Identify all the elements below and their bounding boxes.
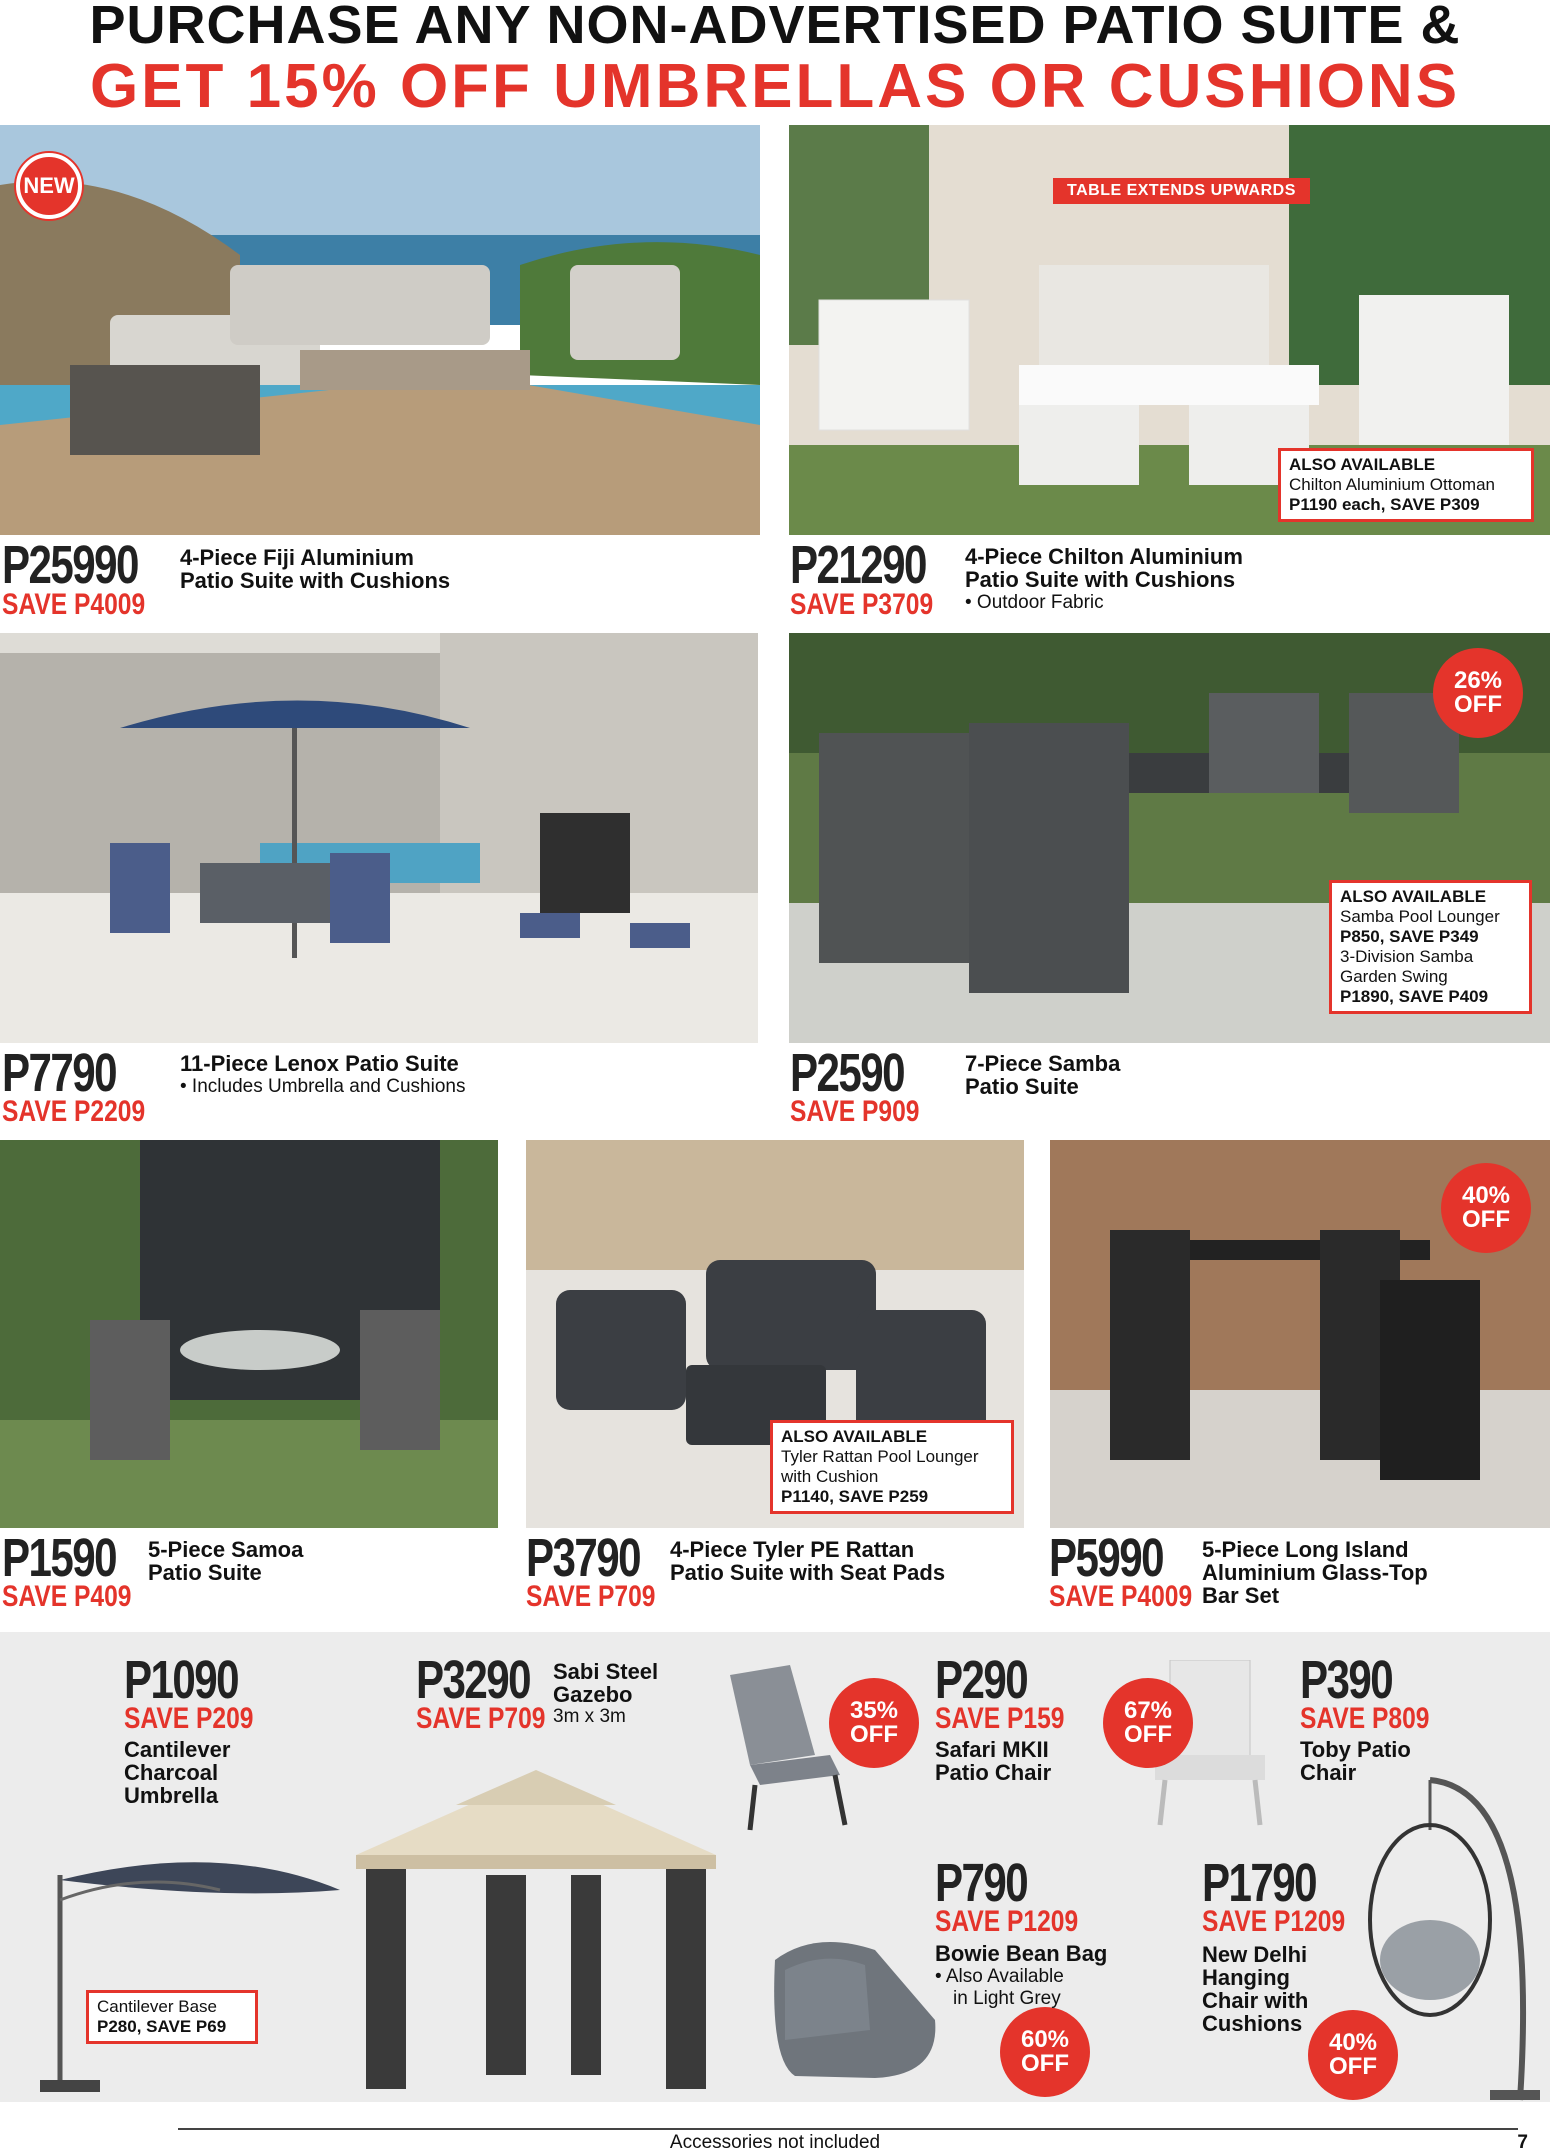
gazebo-name-line2: Gazebo — [553, 1682, 633, 1707]
fiji-name-line1: 4-Piece Fiji Aluminium — [180, 545, 414, 570]
toby-price: P390 — [1300, 1650, 1393, 1710]
garden-swing-name-line2: Garden Swing — [1340, 967, 1448, 986]
long-island-name-line3: Bar Set — [1202, 1583, 1280, 1608]
tyler-also-available — [770, 1420, 1014, 1514]
new-delhi-name-line4: Cushions — [1202, 2011, 1303, 2036]
toby-discount-badge: 67% OFF — [1103, 1678, 1193, 1768]
safari-name-line1: Safari MKII — [935, 1737, 1049, 1762]
samoa-price: P1590 — [2, 1528, 117, 1588]
toby-name-line1: Toby Patio — [1300, 1737, 1411, 1762]
samba-name-line2: Patio Suite — [965, 1074, 1079, 1099]
samba-price: P2590 — [790, 1043, 905, 1103]
ottoman-price: P1190 each, SAVE P309 — [1289, 495, 1480, 514]
cantilever-base-price: P280, SAVE P69 — [97, 2017, 227, 2036]
safari-name-line2: Patio Chair — [935, 1760, 1052, 1785]
garden-swing-name-line1: 3-Division Samba — [1340, 947, 1474, 966]
chilton-also-available — [1278, 448, 1534, 522]
footer-divider — [178, 2128, 1518, 2130]
umbrella-name-line2: Charcoal — [124, 1760, 219, 1785]
chilton-name-line2: Patio Suite with Cushions — [965, 567, 1236, 592]
bowie-note-line1: • Also Available — [935, 1966, 1064, 1987]
lenox-suite-photo — [0, 633, 758, 1043]
umbrella-name-line3: Umbrella — [124, 1783, 219, 1808]
long-island-discount-badge: 40% OFF — [1441, 1163, 1531, 1253]
fiji-save: SAVE P4009 — [2, 588, 146, 621]
tyler-name-line2: Patio Suite with Seat Pads — [670, 1560, 946, 1585]
rattan-lounger-price: P1140, SAVE P259 — [781, 1487, 929, 1506]
toby-name-line2: Chair — [1300, 1760, 1357, 1785]
tyler-price: P3790 — [526, 1528, 641, 1588]
long-island-price: P5990 — [1049, 1528, 1164, 1588]
samba-discount-badge: 26% OFF — [1433, 648, 1523, 738]
gazebo-save: SAVE P709 — [416, 1702, 546, 1735]
lenox-price: P7790 — [2, 1043, 117, 1103]
tyler-name-line1: 4-Piece Tyler PE Rattan — [670, 1537, 915, 1562]
new-delhi-discount-badge: 40% OFF — [1308, 2010, 1398, 2100]
new-delhi-name-line1: New Delhi — [1202, 1942, 1308, 1967]
bowie-name: Bowie Bean Bag — [935, 1941, 1108, 1966]
pool-lounger-price: P850, SAVE P349 — [1340, 927, 1479, 946]
chilton-price: P21290 — [790, 535, 926, 595]
samoa-save: SAVE P409 — [2, 1580, 132, 1613]
lenox-save: SAVE P2209 — [2, 1095, 146, 1128]
samba-also-available — [1329, 880, 1532, 1014]
rattan-lounger-name-line1: Tyler Rattan Pool Lounger — [781, 1447, 979, 1466]
long-island-name-line2: Aluminium Glass-Top — [1202, 1560, 1428, 1585]
cantilever-base-box — [86, 1990, 258, 2044]
bowie-note-line2: in Light Grey — [953, 1988, 1061, 2009]
ottoman-name: Chilton Aluminium Ottoman — [1289, 475, 1495, 494]
gazebo-price: P3290 — [416, 1650, 531, 1710]
new-delhi-name-line3: Chair with — [1202, 1988, 1309, 2013]
bowie-save: SAVE P1209 — [935, 1905, 1079, 1938]
gazebo-name-line1: Sabi Steel — [553, 1659, 659, 1684]
umbrella-price: P1090 — [124, 1650, 239, 1710]
bowie-bean-bag-image — [765, 1930, 945, 2080]
also-available-heading: ALSO AVAILABLE — [781, 1427, 928, 1446]
page-number: 7 — [1517, 2132, 1528, 2152]
garden-swing-price: P1890, SAVE P409 — [1340, 987, 1489, 1006]
headline-discount: GET 15% OFF UMBRELLAS OR CUSHIONS — [89, 52, 1461, 121]
samba-save: SAVE P909 — [790, 1095, 920, 1128]
samoa-name-line1: 5-Piece Samoa — [148, 1537, 304, 1562]
samba-name-line1: 7-Piece Samba — [965, 1051, 1121, 1076]
new-delhi-name-line2: Hanging — [1202, 1965, 1290, 1990]
pool-lounger-name: Samba Pool Lounger — [1340, 907, 1500, 926]
new-delhi-price: P1790 — [1202, 1853, 1317, 1913]
long-island-save: SAVE P4009 — [1049, 1580, 1193, 1613]
lenox-name: 11-Piece Lenox Patio Suite — [180, 1051, 459, 1076]
new-delhi-save: SAVE P1209 — [1202, 1905, 1346, 1938]
umbrella-save: SAVE P209 — [124, 1702, 254, 1735]
fiji-suite-photo — [0, 125, 760, 535]
chilton-name-line1: 4-Piece Chilton Aluminium — [965, 544, 1243, 569]
chilton-note: • Outdoor Fabric — [965, 592, 1104, 613]
cantilever-base-name: Cantilever Base — [97, 1997, 218, 2016]
umbrella-name-line1: Cantilever — [124, 1737, 231, 1762]
safari-discount-badge: 35% OFF — [829, 1678, 919, 1768]
long-island-name-line1: 5-Piece Long Island — [1202, 1537, 1409, 1562]
safari-save: SAVE P159 — [935, 1702, 1065, 1735]
accessories-disclaimer: Accessories not included — [669, 2132, 881, 2152]
toby-save: SAVE P809 — [1300, 1702, 1430, 1735]
sabi-gazebo-image — [336, 1765, 736, 2095]
lenox-note: • Includes Umbrella and Cushions — [180, 1076, 466, 1097]
new-badge: NEW — [16, 153, 82, 219]
fiji-price: P25990 — [2, 535, 138, 595]
gazebo-size: 3m x 3m — [553, 1706, 626, 1727]
rattan-lounger-name-line2: with Cushion — [781, 1467, 879, 1486]
chilton-save: SAVE P3709 — [790, 588, 934, 621]
cantilever-umbrella-image — [20, 1830, 340, 2100]
also-available-heading: ALSO AVAILABLE — [1340, 887, 1487, 906]
headline-purchase: PURCHASE ANY NON-ADVERTISED PATIO SUITE & — [89, 0, 1461, 55]
tyler-save: SAVE P709 — [526, 1580, 656, 1613]
safari-price: P290 — [935, 1650, 1028, 1710]
fiji-name-line2: Patio Suite with Cushions — [180, 568, 451, 593]
table-extends-tag: TABLE EXTENDS UPWARDS — [1053, 178, 1310, 204]
bowie-discount-badge: 60% OFF — [1000, 2007, 1090, 2097]
samoa-name-line2: Patio Suite — [148, 1560, 262, 1585]
samoa-suite-photo — [0, 1140, 498, 1528]
also-available-heading: ALSO AVAILABLE — [1289, 455, 1436, 474]
bowie-price: P790 — [935, 1853, 1028, 1913]
